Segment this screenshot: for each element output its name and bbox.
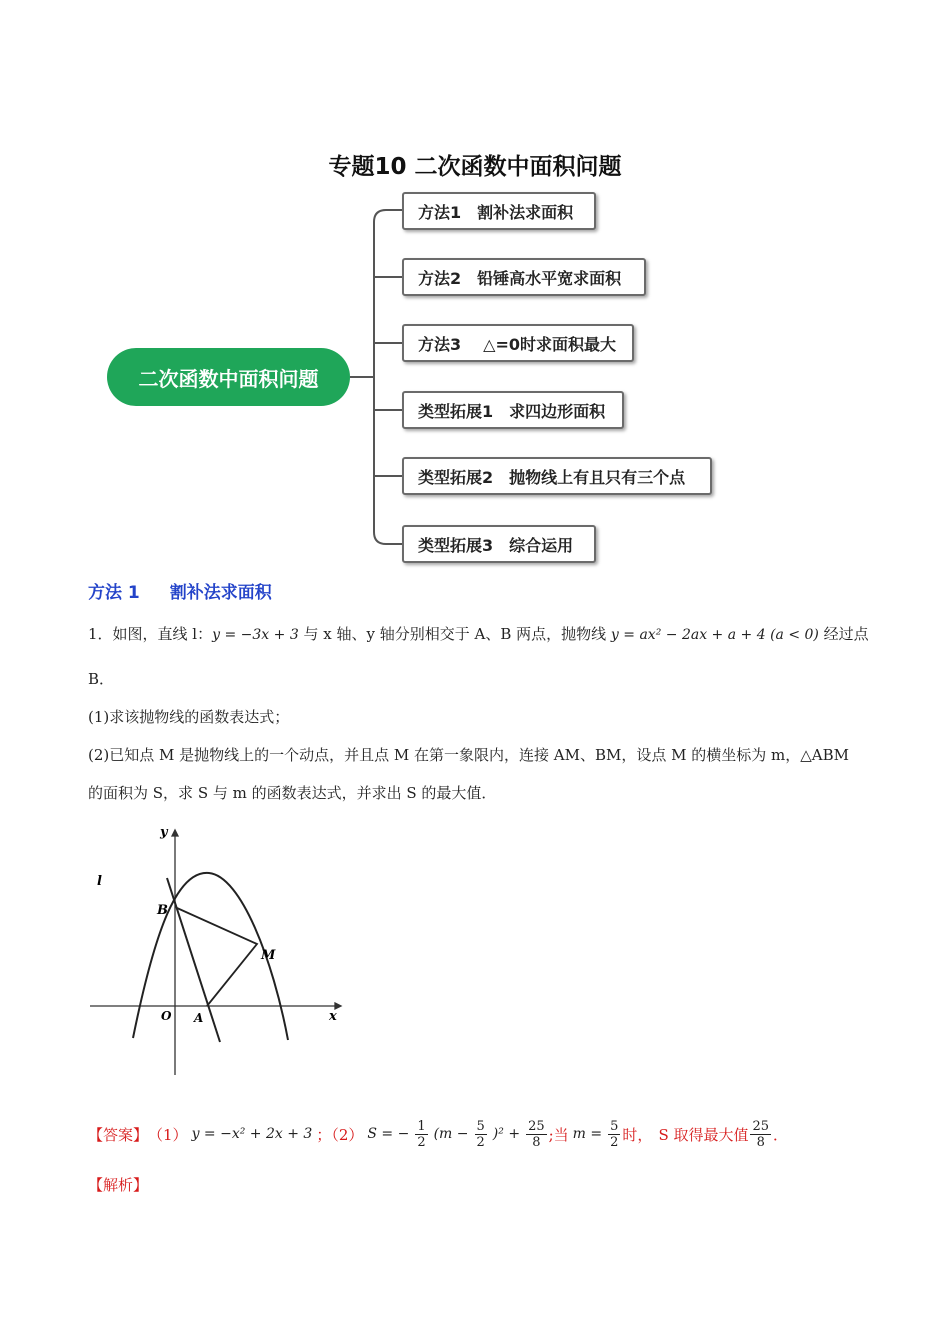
answer-text: ． bbox=[773, 1125, 789, 1144]
branch-text: 综合运用 bbox=[509, 535, 574, 555]
problem-figure bbox=[85, 820, 350, 1082]
problem-text: 与 x 轴、y 轴分别相交于 A、B 两点，抛物线 bbox=[298, 625, 611, 643]
answer-eq-3: m = bbox=[572, 1126, 603, 1142]
analysis-tag: 【解析】 bbox=[88, 1176, 149, 1194]
answer-text: ;当 bbox=[548, 1125, 569, 1144]
problem-line-2: B． bbox=[88, 670, 115, 688]
branch-text: 抛物线上有且只有三个点 bbox=[509, 467, 686, 487]
page-title: 专题10 二次函数中面积问题 bbox=[328, 154, 622, 180]
mindmap-branch-type3 bbox=[402, 525, 596, 563]
label-M: M bbox=[261, 948, 276, 963]
label-x: x bbox=[329, 1009, 337, 1024]
question-2-line-1: (2)已知点 M 是抛物线上的一个动点，并且点 M 在第一象限内，连接 AM、BM，设点 M 的横坐标为 m，△ABM bbox=[88, 746, 850, 764]
answer-text: ；（2） bbox=[316, 1125, 364, 1144]
section-text: 割补法求面积 bbox=[169, 583, 272, 603]
fraction: $\frac{5}{2}$ bbox=[610, 1118, 619, 1150]
section-heading bbox=[88, 578, 272, 603]
label-B: B bbox=[157, 903, 168, 918]
answer-text: 时， bbox=[622, 1125, 653, 1144]
answer-line bbox=[88, 1114, 788, 1154]
mindmap-branch-type2 bbox=[402, 457, 712, 495]
mindmap-connectors bbox=[0, 0, 950, 600]
section-label: 方法 1 bbox=[88, 583, 140, 603]
mindmap-branch-method3 bbox=[402, 324, 634, 362]
branch-label: 方法3 bbox=[418, 334, 462, 354]
mindmap-branch-method2 bbox=[402, 258, 646, 296]
fraction: $\frac{5}{2}$ bbox=[476, 1118, 485, 1150]
fraction: $\frac{25}{8}$ bbox=[528, 1118, 545, 1150]
mindmap-branch-method1 bbox=[402, 192, 596, 230]
branch-text: 求四边形面积 bbox=[509, 401, 606, 421]
answer-eq-2c: )² + bbox=[492, 1126, 521, 1142]
question-2-line-2: 的面积为 S，求 S 与 m 的函数表达式，并求出 S 的最大值． bbox=[88, 784, 497, 802]
branch-label: 方法2 bbox=[418, 268, 462, 288]
question-1: (1)求该抛物线的函数表达式； bbox=[88, 708, 290, 726]
fraction: $\frac{1}{2}$ bbox=[417, 1118, 426, 1150]
branch-text: 割补法求面积 bbox=[477, 202, 574, 222]
problem-line-1 bbox=[88, 623, 869, 646]
answer-eq-2a: S = − bbox=[367, 1126, 410, 1142]
line-equation: y = −3x + 3 bbox=[212, 627, 299, 643]
triangle-abm bbox=[177, 908, 257, 1006]
label-y: y bbox=[160, 825, 168, 840]
label-O: O bbox=[161, 1009, 172, 1023]
mindmap-root: 二次函数中面积问题 bbox=[107, 348, 350, 406]
answer-tag: 【答案】 bbox=[88, 1125, 149, 1144]
parabola-equation: y = ax² − 2ax + a + 4 (a < 0) bbox=[610, 627, 819, 643]
branch-label: 类型拓展1 bbox=[418, 401, 494, 421]
branch-text: △=0时求面积最大 bbox=[483, 334, 616, 354]
answer-eq-1: y = −x² + 2x + 3 bbox=[191, 1126, 313, 1142]
answer-eq-2b: (m − bbox=[433, 1126, 469, 1142]
mindmap-branch-type1 bbox=[402, 391, 624, 429]
label-A: A bbox=[194, 1011, 204, 1025]
answer-text: （1） bbox=[148, 1125, 188, 1144]
problem-text: 经过点 bbox=[818, 625, 869, 643]
fraction: $\frac{25}{8}$ bbox=[752, 1118, 770, 1150]
problem-text: 1．如图，直线 l： bbox=[88, 625, 213, 643]
answer-text: S 取得最大值 bbox=[658, 1125, 749, 1144]
branch-text: 铅锤高水平宽求面积 bbox=[477, 268, 622, 288]
y-axis-arrow bbox=[172, 830, 178, 836]
branch-label: 类型拓展3 bbox=[418, 535, 494, 555]
label-l: l bbox=[97, 874, 102, 889]
branch-label: 类型拓展2 bbox=[418, 467, 494, 487]
branch-label: 方法1 bbox=[418, 202, 462, 222]
